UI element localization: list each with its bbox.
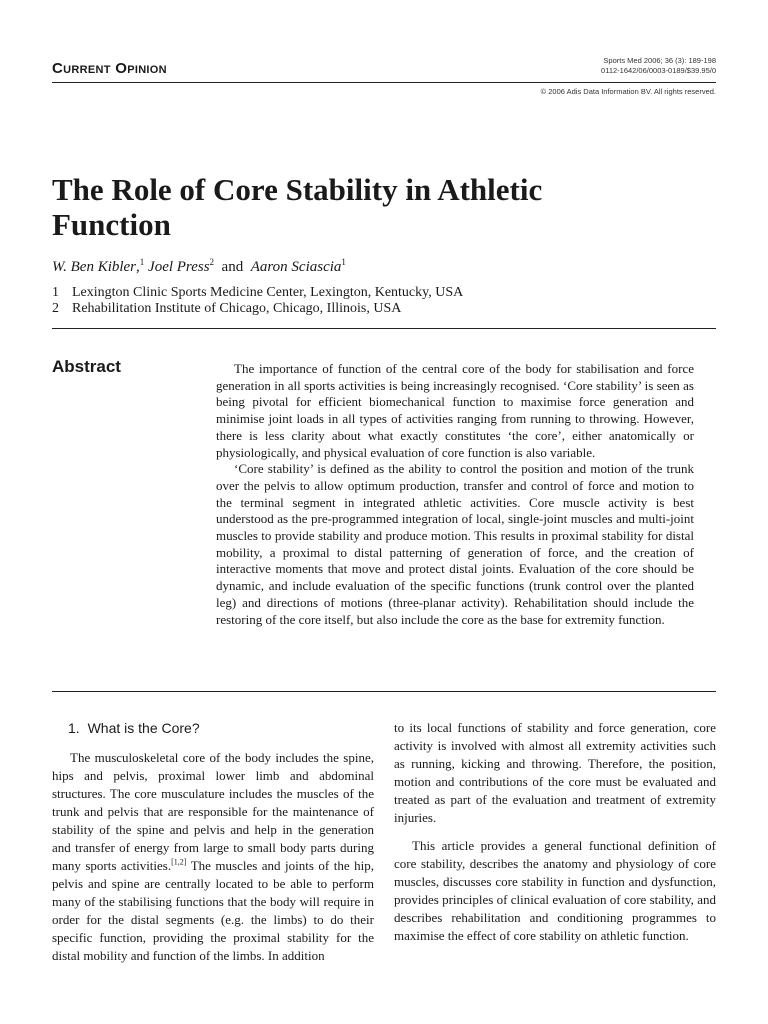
- body-text: The muscles and joints of the hip, pelvis and spine are centrally located to be able to perform many of the stabilising functions that the body will require in order for the distal segments (e.g. the limbs) to do their specific function, providing the proximal stability for the distal mobility and function of the limbs. In addition: [52, 858, 374, 963]
- journal-meta: [601, 56, 716, 75]
- abstract-paragraph: ‘Core stability’ is defined as the ability to control the position and motion of the trunk over the pelvis to allow optimum production, transfer and control of force and motion to the terminal segment in integrated athletic activities. Core muscle activity is best understood as the pre-programmed integration of local, single-joint muscles and multi-joint muscles to provide stability and produce motion. This results in proximal stability for distal mobility, a proximal to distal patterning of generation of force, and the creation of interactive moments that move and protect distal joints. Evaluation of the core should be dynamic, and include evaluation of the specific functions (trunk control over the planted leg) and directions of motions (three-planar activity). Rehabilitation should include the restoring of the core itself, but also include the core as the base for extremity function.: [216, 461, 694, 627]
- affiliation-text: Rehabilitation Institute of Chicago, Chicago, Illinois, USA: [72, 301, 402, 316]
- abstract-top-rule: [52, 328, 716, 329]
- abstract-bottom-rule: [52, 691, 716, 692]
- affiliation-item: [52, 301, 463, 317]
- section-label: Current Opinion: [52, 60, 167, 77]
- author-conjunction: and: [221, 259, 244, 275]
- article-title: The Role of Core Stability in Athletic Function: [52, 172, 543, 242]
- affiliation-number: 1: [52, 285, 59, 300]
- author-separator: ,: [136, 259, 140, 275]
- abstract-heading: Abstract: [52, 357, 121, 376]
- body-paragraph: [52, 749, 374, 965]
- abstract-paragraph: The importance of function of the central core of the body for stabilisation and force generation in all sports activities is being increasingly recognised. ‘Core stability’ is seen as being pivotal for efficient biomechanical function to maximise force generation and minimise joint loads in all types of activities ranging from running to throwing. However, there is less clarity about what exactly constitutes ‘the core’, either anatomically or physiologically, and physical evaluation of core function is also variable.: [216, 361, 694, 460]
- author-name: Aaron Sciascia: [250, 259, 342, 275]
- issn-line: 0112-1642/06/0003-0189/$39.95/0: [601, 65, 716, 75]
- journal-citation: Sports Med 2006; 36 (3): 189-198: [603, 56, 716, 65]
- author-affiliation-mark: 1: [139, 257, 145, 267]
- citation-ref: [1,2]: [171, 857, 187, 867]
- abstract-text: [216, 361, 694, 628]
- affiliation-text: Lexington Clinic Sports Medicine Center, Lexington, Kentucky, USA: [72, 285, 464, 300]
- body-column-left: [52, 719, 374, 965]
- section-heading: [68, 719, 374, 737]
- affiliation-item: [52, 285, 463, 301]
- affiliation-list: [52, 285, 463, 317]
- author-affiliation-mark: 1: [341, 257, 346, 267]
- body-paragraph: This article provides a general functional definition of core stability, describes the anatomy and physiology of core muscles, discusses core stability in function and dysfunction, provides principles of clinical evaluation of core stability, and describes rehabilitation and conditioning programmes to maximise the effect of core stability on athletic function.: [394, 838, 716, 943]
- section-title: What is the Core?: [87, 720, 200, 736]
- author-name: W. Ben Kibler: [52, 259, 137, 275]
- author-name: Joel Press: [148, 259, 210, 275]
- body-text: The musculoskeletal core of the body includes the spine, hips and pelvis, proximal lower limb and abdominal structures. The core musculature includes the muscles of the trunk and pelvis that are responsible for the maintenance of stability of the spine and pelvis and help in the generation and transfer of energy from large to small body parts during many sports activities.: [52, 750, 374, 873]
- body-column-right: [394, 719, 716, 945]
- author-affiliation-mark: 2: [209, 257, 215, 267]
- body-paragraph: to its local functions of stability and force generation, core activity is involved with almost all extremity activities such as running, kicking and throwing. Therefore, the position, motion and contributions of the core must be evaluated and treated as part of the evaluation and treatment of extremity injuries.: [394, 720, 716, 825]
- affiliation-number: 2: [52, 301, 59, 316]
- section-number: 1.: [68, 720, 80, 736]
- author-list: [52, 257, 346, 276]
- copyright-notice: © 2006 Adis Data Information BV. All rights reserved.: [540, 87, 716, 96]
- header-rule: [52, 82, 716, 83]
